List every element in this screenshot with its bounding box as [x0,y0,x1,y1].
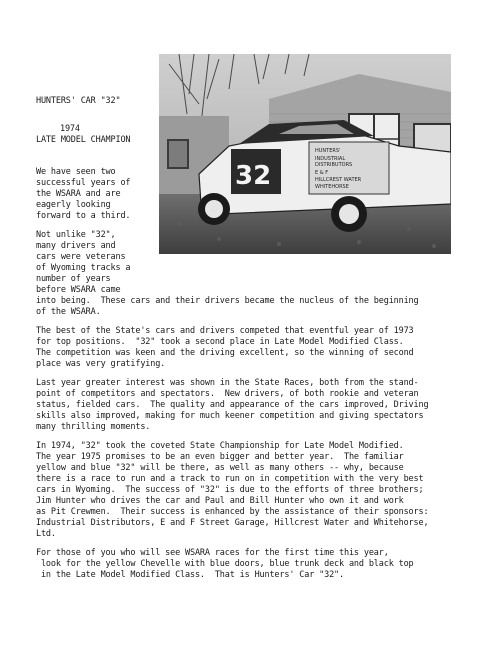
text-line: eagerly looking [36,200,111,210]
text-line: place was very gratifying. [36,359,166,369]
text-line: We have seen two [36,167,116,177]
door-text-line: DISTRIBUTORS [315,162,353,168]
text-line: The best of the State's cars and drivers competed that eventful year of 1973 [36,326,414,336]
text-line: the WSARA and are [36,189,121,199]
text-line: in the Late Model Modified Class. That is Hunters' Car "32". [36,570,344,580]
text-line: cars in Wyoming. The success of "32" is due to the efforts of three brothers; [36,485,424,495]
text-line: Last year greater interest was shown in the State Races, both from the stand- [36,378,419,388]
car-number: 32 [235,161,272,191]
text-line: skills also improved, making for much keener competition and giving spectators [36,411,424,421]
text-line: point of competitors and spectators. New drivers, of both rookie and veteran [36,389,419,399]
race-car-image [159,54,451,254]
text-line: Not unlike "32", [36,230,116,240]
door-text-line: E & F [315,170,329,176]
text-line: number of years [36,274,111,284]
text-line: many drivers and [36,241,116,251]
text-line: For those of you who will see WSARA races for the first time this year, [36,548,389,558]
text-line: of the WSARA. [36,307,101,317]
text-line: there is a race to run and a track to run on in competition with the very best [36,474,424,484]
text-line: of Wyoming tracks a [36,263,131,273]
text-line: Industrial Distributors, E and F Street Garage, Hillcrest Water and Whitehorse, [36,518,429,528]
door-text-line: INDUSTRIAL [315,156,346,162]
door-text-line: HUNTERS' [315,148,341,154]
text-line: Ltd. [36,529,56,539]
text-line: into being. These cars and their drivers became the nucleus of the beginning [36,296,419,306]
article-title: HUNTERS' CAR "32" [36,96,121,106]
race-car-photo [159,54,451,254]
text-line: cars were veterans [36,252,126,262]
text-line: Jim Hunter who drives the car and Paul and Bill Hunter who own it and work [36,496,404,506]
text-line: status, fielded cars. The quality and appearance of the cars improved, Driving [36,400,429,410]
text-line: The year 1975 promises to be an even bigger and better year. The familiar [36,452,404,462]
championship-title: LATE MODEL CHAMPION [36,135,131,145]
text-line: look for the yellow Chevelle with blue doors, blue trunk deck and black top [36,559,414,569]
text-line: before WSARA came [36,285,121,295]
door-text-line: WHITEHORSE [315,184,349,190]
text-line: many thrilling moments. [36,422,151,432]
door-text-line: HILLCREST WATER [315,177,362,183]
text-line: successful years of [36,178,131,188]
text-line: forward to a third. [36,211,131,221]
championship-year: 1974 [60,124,80,134]
text-line: yellow and blue "32" will be there, as well as many others -- why, because [36,463,404,473]
text-line: The competition was keen and the driving excellent, so the winning of second [36,348,414,358]
text-line: for top positions. "32" took a second place in Late Model Modified Class. [36,337,404,347]
text-line: as Pit Crewmen. Their success is enhanced by the assistance of their sponsors: [36,507,429,517]
text-line: In 1974, "32" took the coveted State Championship for Late Model Modified. [36,441,404,451]
